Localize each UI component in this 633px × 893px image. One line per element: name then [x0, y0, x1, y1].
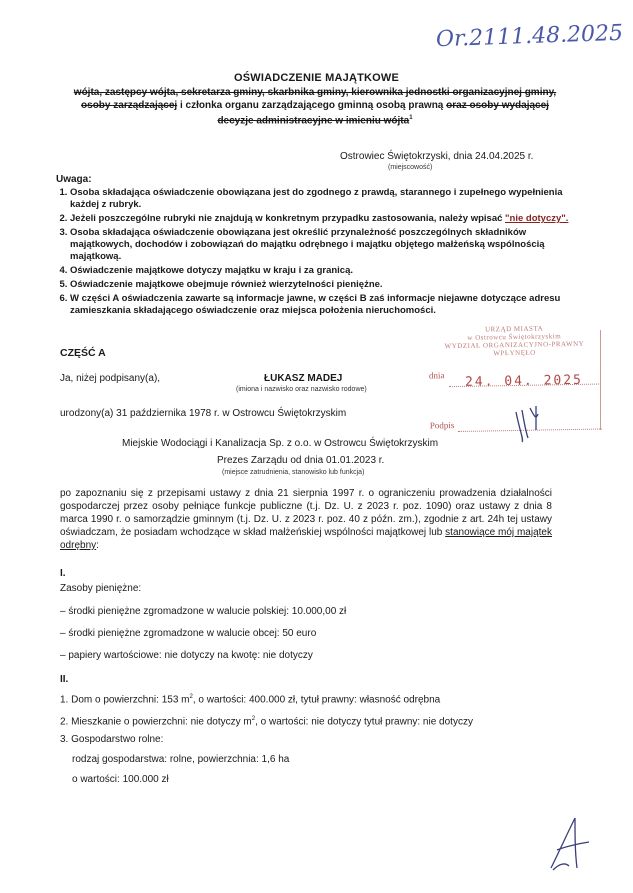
intro-text: po zapoznaniu się z przepisami ustawy z dnia 21 sierpnia 1997 r. o ograniczeniu prowadzenia działalności gospodarczej przez osoby pełniące funkcje publiczne (t.j. Dz. U. z 2023 r. poz. 1090) oraz ustawy z dnia 8 marca 1990 r. o samorządzie gminnym (t.j. Dz. U. z 2023 r. poz. 40 z późn. zm.), zgodnie z art. 24h tej ustawy oświadczam, że posiadam wchodzące w skład małżeńskiej wspólności majątkowej lub — [60, 488, 552, 538]
section-1-label: Zasoby pieniężne: — [60, 583, 142, 594]
section-2-item-flat: 2. Mieszkanie o powierzchni: nie dotyczy $m^2$, o wartości: nie dotyczy tytuł prawny: nie dotyczy — [60, 716, 473, 728]
note-item: 6. W części A oświadczenia zawarte są informacje jawne, w części B zaś informacje niejawne dotyczące adresu zamieszkania składającego oświadczenie oraz miejsca położenia nieruchomości. — [70, 293, 576, 317]
position-caption: (miejsce zatrudnienia, stanowisko lub funkcja) — [222, 469, 365, 476]
section-1-item: – środki pieniężne zgromadzone w walucie obcej: 50 euro — [60, 628, 317, 639]
notes-heading: Uwaga: — [56, 174, 92, 185]
subtitle-struck-2: oraz osoby wydającej decyzje administracyjne w imieniu wójta — [217, 100, 549, 127]
stamp-date-label: dnia — [428, 370, 445, 381]
subtitle-footnote: 1 — [409, 115, 413, 121]
note-item: 4. Oświadczenie majątkowe dotyczy majątku w kraju i za granicą. — [70, 265, 576, 277]
section-2-farm-type: rodzaj gospodarstwa: rolne, powierzchnia: 1,6 ha — [72, 754, 290, 765]
subtitle — [70, 86, 560, 127]
stamp-right-border — [600, 330, 601, 430]
note-item: 3. Osoba składająca oświadczenie obowiązana jest określić przynależność poszczególnych składników majątkowych, dochodów i zobowiązań do majątku odrębnego i majątku objętego małżeńską wspólnością majątkową. — [70, 227, 576, 263]
section-2-item-house: 1. Dom o powierzchni: 153 $m^2$, o wartości: 400.000 zł, tytuł prawny: własność odrębna — [60, 694, 441, 706]
reference-number: Or.2111.48.2025 — [435, 20, 624, 53]
stamp-line-2: w Ostrowcu Świętokrzyskim — [467, 332, 562, 342]
section-1-heading: I. — [60, 568, 66, 579]
note-item: 5. Oświadczenie majątkowe obejmuje również wierzytelności pieniężne. — [70, 279, 576, 291]
declarant-caption: (imiona i nazwisko oraz nazwisko rodowe) — [236, 386, 367, 393]
signature — [545, 812, 595, 874]
born-line: urodzony(a) 31 października 1978 r. w Ostrowcu Świętokrzyskim — [60, 408, 347, 419]
stamp-signature — [508, 402, 552, 446]
superscript: 2 — [189, 694, 193, 700]
superscript: 2 — [251, 716, 256, 722]
section-2-heading: II. — [60, 674, 69, 685]
intro-paragraph: po zapoznaniu się z przepisami ustawy z dnia 21 sierpnia 1997 r. o ograniczeniu prowadzenia działalności gospodarczej przez osoby pełniące funkcje publiczne (t.j. Dz. U. z 2023 r. poz. 1090) oraz ustawy z dnia 8 marca 1990 r. o samorządzie gminnym (t.j. Dz. U. z 2023 r. poz. 40 z późn. zm.), zgodnie z art. 24h tej ustawy oświadczam, że posiadam wchodzące w skład małżeńskiej wspólności majątkowej lub stanowiące mój majątek odrębny: — [60, 488, 552, 551]
declarant-name: ŁUKASZ MADEJ — [264, 373, 343, 384]
part-a-heading: CZĘŚĆ A — [60, 347, 106, 359]
stamp-date: 24. 04. 2025 — [464, 372, 584, 390]
page-title: OŚWIADCZENIE MAJĄTKOWE — [233, 72, 400, 84]
note-quote: "nie dotyczy". — [505, 213, 569, 224]
section-2-farm-value: o wartości: 100.000 zł — [72, 774, 169, 785]
section-1-item: – środki pieniężne zgromadzone w walucie polskiej: 10.000,00 zł — [60, 606, 347, 617]
notes-list — [56, 187, 576, 319]
note-item: 2. Jeżeli poszczególne rubryki nie znajdują w konkretnym przypadku zastosowania, należy wpisać "nie dotyczy". — [70, 213, 576, 225]
place-caption: (miejscowość) — [388, 164, 433, 171]
stamp-sign-label: Podpis — [429, 420, 455, 431]
stamp-line-1: URZĄD MIASTA — [484, 324, 544, 334]
subtitle-struck-1: wójta, zastępcy wójta, sekretarza gminy, skarbnika gminy, kierownika jednostki organizacyjnej gminy, osoby zarządzającej — [73, 87, 557, 111]
intro-underlined: stanowiące mój majątek odrębny — [60, 527, 552, 551]
place-date: Ostrowiec Świętokrzyski, dnia 24.04.2025 r. — [340, 151, 534, 162]
stamp-line-4: WPŁYNĘŁO — [493, 348, 536, 358]
employer-line: Miejskie Wodociągi i Kanalizacja Sp. z o.o. w Ostrowcu Świętokrzyskim — [122, 438, 439, 449]
section-2-item-farm: 3. Gospodarstwo rolne: — [60, 734, 164, 745]
position-line: Prezes Zarządu od dnia 01.01.2023 r. — [217, 455, 385, 466]
note-item: 1. Osoba składająca oświadczenie obowiązana jest do zgodnego z prawdą, starannego i zupełnego wypełnienia każdej z rubryk. — [70, 187, 576, 211]
stamp-line-3: WYDZIAŁ ORGANIZACYJNO-PRAWNY — [444, 339, 585, 351]
section-1-item: – papiery wartościowe: nie dotyczy na kwotę: nie dotyczy — [60, 650, 313, 661]
declarant-prefix: Ja, niżej podpisany(a), — [60, 373, 161, 384]
subtitle-kept: i członka organu zarządzającego gminną osobą prawną — [177, 100, 447, 111]
